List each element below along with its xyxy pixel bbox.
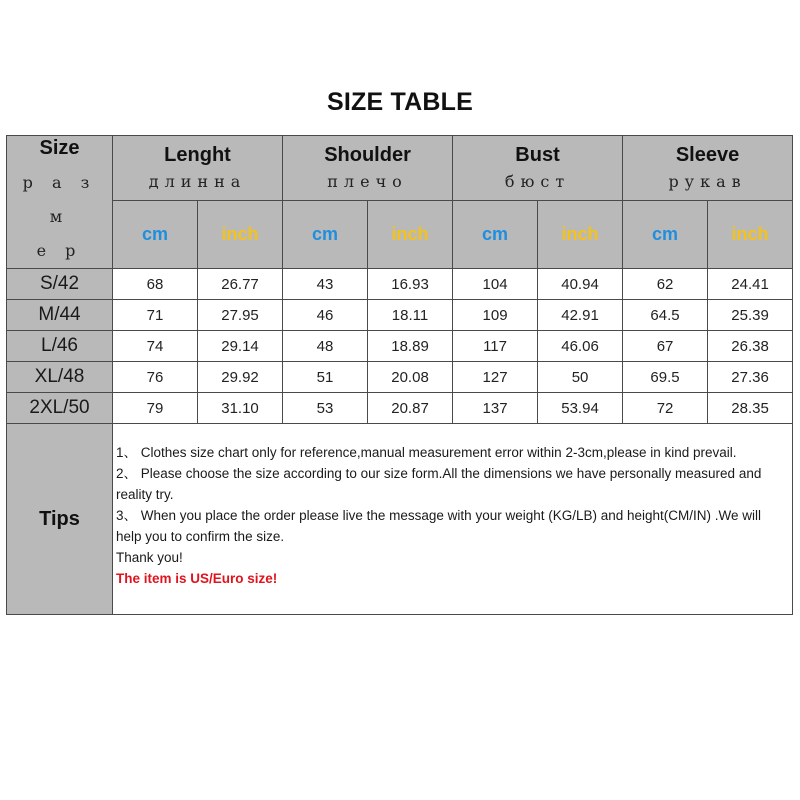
value-cell: 27.95 bbox=[198, 300, 283, 331]
group-name-ru: длинна bbox=[148, 172, 247, 192]
group-name: Bust bbox=[515, 144, 560, 167]
page-title: SIZE TABLE bbox=[327, 88, 473, 116]
value-cell: 26.38 bbox=[708, 331, 793, 362]
value-cell: 18.89 bbox=[368, 331, 453, 362]
value-cell: 46 bbox=[283, 300, 368, 331]
size-header-ru-line1: р а з м bbox=[22, 173, 97, 226]
unit-inch: inch bbox=[198, 201, 283, 269]
value-cell: 68 bbox=[113, 269, 198, 300]
value-cell: 29.92 bbox=[198, 362, 283, 393]
size-header-ru bbox=[7, 166, 112, 268]
tips-body bbox=[113, 424, 793, 615]
value-cell: 137 bbox=[453, 393, 538, 424]
value-cell: 62 bbox=[623, 269, 708, 300]
group-name: Sleeve bbox=[675, 144, 740, 167]
size-label: 2XL/50 bbox=[7, 393, 113, 424]
size-label: S/42 bbox=[7, 269, 113, 300]
unit-cm: cm bbox=[453, 201, 538, 269]
size-label: L/46 bbox=[7, 331, 113, 362]
value-cell: 20.87 bbox=[368, 393, 453, 424]
value-cell: 18.11 bbox=[368, 300, 453, 331]
value-cell: 42.91 bbox=[538, 300, 623, 331]
size-table bbox=[6, 135, 793, 615]
value-cell: 69.5 bbox=[623, 362, 708, 393]
value-cell: 72 bbox=[623, 393, 708, 424]
value-cell: 29.14 bbox=[198, 331, 283, 362]
tip-highlight: The item is US/Euro size! bbox=[116, 571, 278, 586]
group-header-shoulder bbox=[283, 136, 453, 201]
tip-line: 2、 Please choose the size according to our size form.All the dimensions we have personally measured and reality try. bbox=[116, 466, 762, 502]
table-row bbox=[7, 300, 793, 331]
value-cell: 43 bbox=[283, 269, 368, 300]
tip-line: 1、 Clothes size chart only for reference,manual measurement error within 2-3cm,please in kind prevail. bbox=[116, 445, 737, 460]
value-cell: 48 bbox=[283, 331, 368, 362]
value-cell: 117 bbox=[453, 331, 538, 362]
group-name-ru: плечо bbox=[327, 172, 408, 192]
size-header-label: Size bbox=[39, 137, 80, 159]
unit-inch: inch bbox=[708, 201, 793, 269]
table-row bbox=[7, 393, 793, 424]
value-cell: 25.39 bbox=[708, 300, 793, 331]
unit-inch: inch bbox=[368, 201, 453, 269]
value-cell: 76 bbox=[113, 362, 198, 393]
tip-line: 3、 When you place the order please live the message with your weight (KG/LB) and height(CM/IN) .We will help you to confirm the size. bbox=[116, 508, 762, 544]
size-label: XL/48 bbox=[7, 362, 113, 393]
size-header-ru-line2: е р bbox=[36, 241, 83, 260]
value-cell: 71 bbox=[113, 300, 198, 331]
group-header-length bbox=[113, 136, 283, 201]
unit-cm: cm bbox=[623, 201, 708, 269]
value-cell: 51 bbox=[283, 362, 368, 393]
value-cell: 16.93 bbox=[368, 269, 453, 300]
tips-label: Tips bbox=[7, 424, 113, 615]
value-cell: 20.08 bbox=[368, 362, 453, 393]
value-cell: 50 bbox=[538, 362, 623, 393]
value-cell: 31.10 bbox=[198, 393, 283, 424]
group-header-bust bbox=[453, 136, 623, 201]
table-row bbox=[7, 331, 793, 362]
group-name-ru: бюст bbox=[504, 172, 571, 192]
size-label: M/44 bbox=[7, 300, 113, 331]
table-row bbox=[7, 362, 793, 393]
value-cell: 40.94 bbox=[538, 269, 623, 300]
value-cell: 104 bbox=[453, 269, 538, 300]
tips-row bbox=[7, 424, 793, 615]
tip-line: Thank you! bbox=[116, 550, 183, 565]
value-cell: 53.94 bbox=[538, 393, 623, 424]
unit-inch: inch bbox=[538, 201, 623, 269]
value-cell: 53 bbox=[283, 393, 368, 424]
value-cell: 46.06 bbox=[538, 331, 623, 362]
size-header-cell bbox=[7, 136, 113, 269]
unit-cm: cm bbox=[113, 201, 198, 269]
group-name: Shoulder bbox=[324, 144, 411, 167]
value-cell: 28.35 bbox=[708, 393, 793, 424]
value-cell: 24.41 bbox=[708, 269, 793, 300]
group-header-sleeve bbox=[623, 136, 793, 201]
table-row bbox=[7, 269, 793, 300]
value-cell: 26.77 bbox=[198, 269, 283, 300]
value-cell: 79 bbox=[113, 393, 198, 424]
value-cell: 74 bbox=[113, 331, 198, 362]
group-name: Lenght bbox=[164, 144, 231, 167]
value-cell: 109 bbox=[453, 300, 538, 331]
unit-cm: cm bbox=[283, 201, 368, 269]
value-cell: 64.5 bbox=[623, 300, 708, 331]
value-cell: 127 bbox=[453, 362, 538, 393]
value-cell: 27.36 bbox=[708, 362, 793, 393]
value-cell: 67 bbox=[623, 331, 708, 362]
unit-row bbox=[7, 201, 793, 269]
group-name-ru: рукав bbox=[668, 172, 747, 192]
